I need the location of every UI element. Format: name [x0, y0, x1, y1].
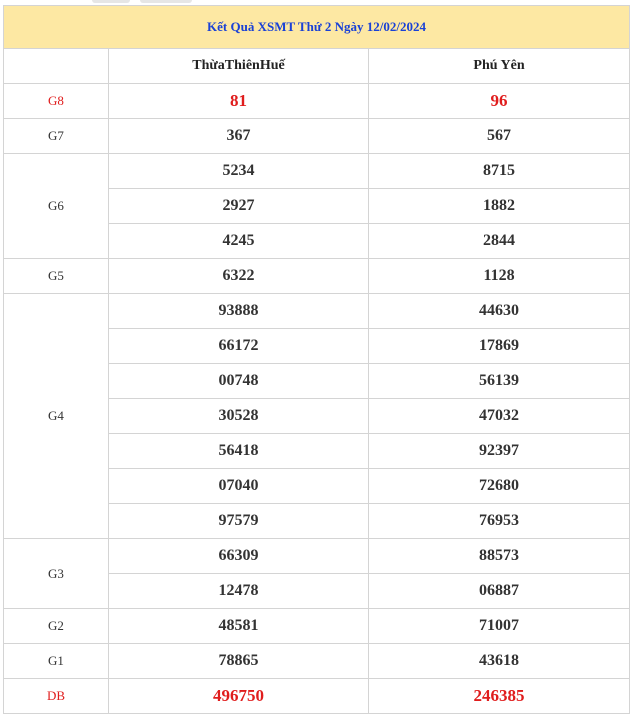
prize-number: 71007 [369, 609, 630, 644]
prize-label: G4 [4, 294, 109, 539]
prize-number: 2844 [369, 224, 630, 259]
prize-number: 17869 [369, 329, 630, 364]
prize-label: G2 [4, 609, 109, 644]
result-row [4, 119, 630, 154]
results-body [4, 84, 630, 714]
prize-number: 66172 [109, 329, 369, 364]
prize-number: 367 [109, 119, 369, 154]
table-title: Kết Quả XSMT Thứ 2 Ngày 12/02/2024 [4, 6, 630, 49]
prize-number: 92397 [369, 434, 630, 469]
title-row [4, 6, 630, 49]
prize-number: 496750 [109, 679, 369, 714]
prize-number: 48581 [109, 609, 369, 644]
result-row [4, 84, 630, 119]
prize-number: 00748 [109, 364, 369, 399]
province-header: Phú Yên [369, 49, 630, 84]
result-row [4, 679, 630, 714]
result-row [4, 259, 630, 294]
prize-number: 47032 [369, 399, 630, 434]
prize-label: G3 [4, 539, 109, 609]
prize-label: G7 [4, 119, 109, 154]
prize-number: 8715 [369, 154, 630, 189]
result-row [4, 644, 630, 679]
prize-number: 76953 [369, 504, 630, 539]
prize-number: 96 [369, 84, 630, 119]
prize-number: 30528 [109, 399, 369, 434]
top-tab [92, 0, 130, 3]
prize-number: 78865 [109, 644, 369, 679]
prize-number: 56418 [109, 434, 369, 469]
prize-number: 66309 [109, 539, 369, 574]
prize-label: G5 [4, 259, 109, 294]
top-tab [140, 0, 192, 3]
result-row [4, 294, 630, 329]
prize-label: G8 [4, 84, 109, 119]
prize-number: 56139 [369, 364, 630, 399]
prize-number: 4245 [109, 224, 369, 259]
result-row [4, 609, 630, 644]
prize-number: 1882 [369, 189, 630, 224]
prize-number: 246385 [369, 679, 630, 714]
results-table [3, 5, 630, 714]
prize-number: 93888 [109, 294, 369, 329]
prize-label: G6 [4, 154, 109, 259]
prize-number: 97579 [109, 504, 369, 539]
prize-number: 2927 [109, 189, 369, 224]
prize-number: 12478 [109, 574, 369, 609]
prize-number: 72680 [369, 469, 630, 504]
prize-label: DB [4, 679, 109, 714]
prize-number: 07040 [109, 469, 369, 504]
prize-number: 88573 [369, 539, 630, 574]
province-header: ThừaThiênHuế [109, 49, 369, 84]
prize-number: 06887 [369, 574, 630, 609]
header-row [4, 49, 630, 84]
prize-column-header [4, 49, 109, 84]
result-row [4, 539, 630, 574]
prize-number: 44630 [369, 294, 630, 329]
prize-number: 43618 [369, 644, 630, 679]
prize-number: 6322 [109, 259, 369, 294]
prize-number: 81 [109, 84, 369, 119]
prize-number: 1128 [369, 259, 630, 294]
result-row [4, 154, 630, 189]
prize-number: 5234 [109, 154, 369, 189]
prize-label: G1 [4, 644, 109, 679]
prize-number: 567 [369, 119, 630, 154]
